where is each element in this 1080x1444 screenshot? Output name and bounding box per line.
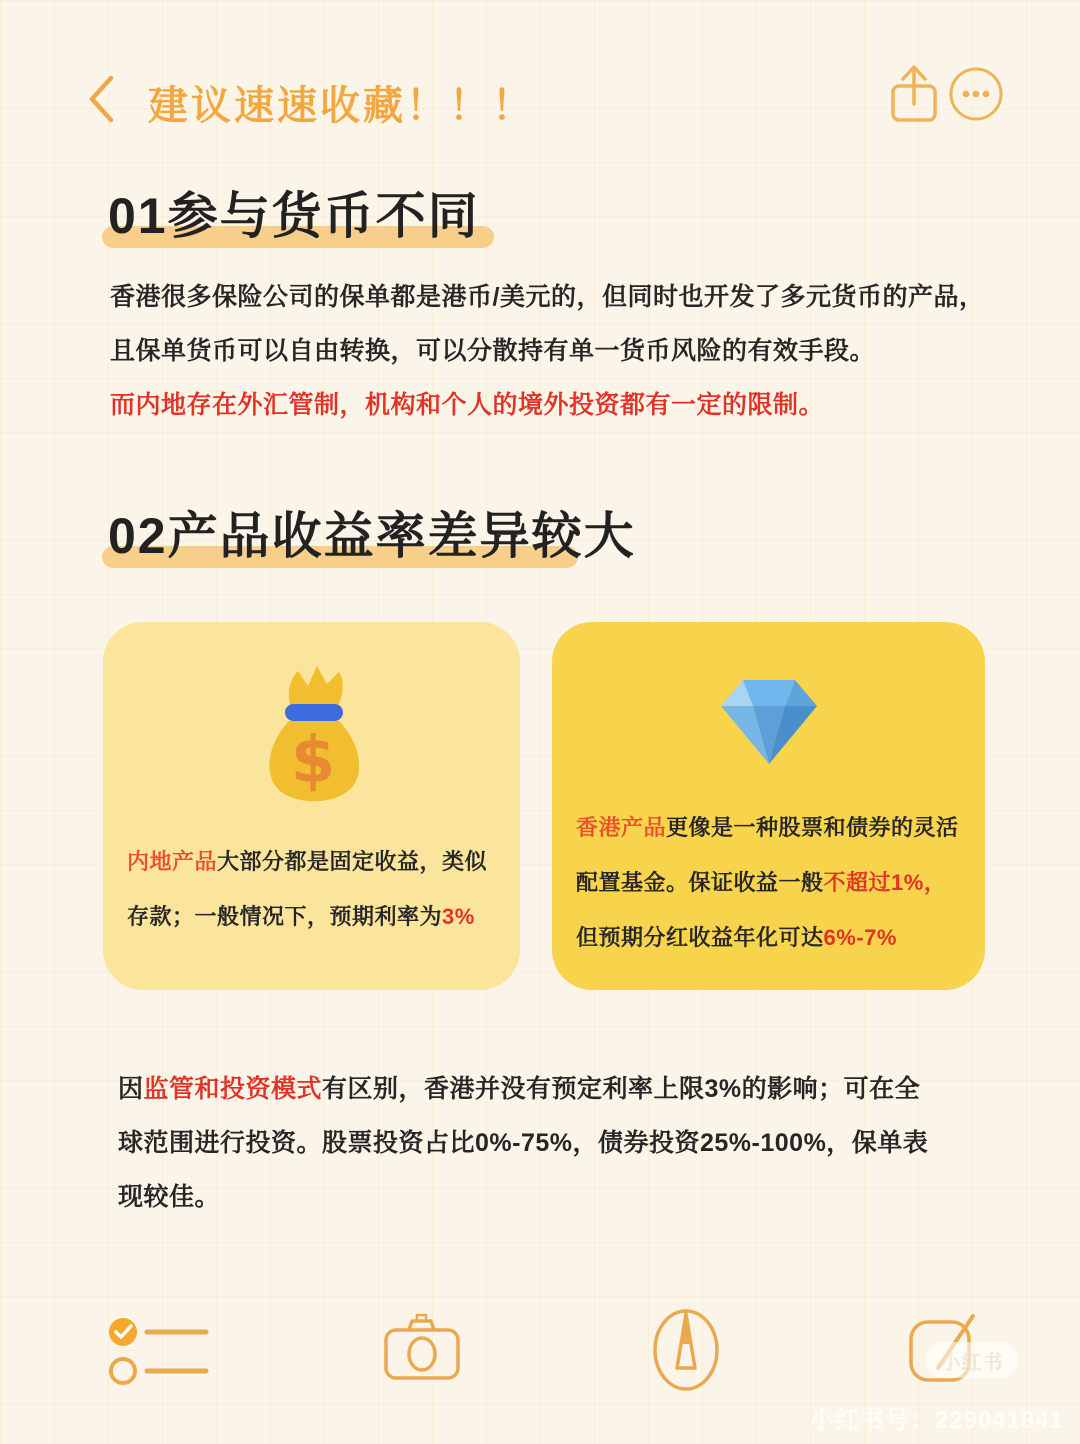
money-bag-icon	[255, 660, 370, 805]
page-title: 建议速速收藏！！！	[148, 84, 535, 128]
diamond-icon	[709, 670, 829, 770]
more-button[interactable]	[948, 66, 1004, 122]
section-1-paragraph	[110, 270, 1010, 432]
share-icon	[884, 62, 940, 124]
checklist-icon	[106, 1316, 210, 1386]
paragraph-line-red: 而内地存在外汇管制，机构和个人的境外投资都有一定的限制。	[110, 391, 825, 419]
pen-oval-icon	[650, 1306, 722, 1392]
brand-watermark: 小红书	[926, 1342, 1018, 1378]
mainland-product-card	[103, 622, 520, 990]
hongkong-card-text: 香港产品更像是一种股票和债券的灵活配置基金。保证收益一般不超过1%，但预期分红收益年化可达6%-7%	[576, 815, 959, 950]
share-button[interactable]	[884, 62, 940, 124]
back-button[interactable]	[85, 74, 117, 124]
checklist-button[interactable]	[106, 1316, 210, 1386]
user-id-watermark: 小红书号：229041841	[809, 1407, 1064, 1434]
camera-button[interactable]	[382, 1312, 462, 1384]
pen-tool-button[interactable]	[650, 1306, 722, 1392]
mainland-card-text: 内地产品大部分都是固定收益，类似存款；一般情况下，预期利率为3%	[127, 849, 488, 929]
section-1-heading: 01参与货币不同	[108, 176, 480, 248]
paragraph-line: 且保单货币可以自由转换，可以分散持有单一货币风险的有效手段。	[110, 337, 876, 365]
svg-text:$: $	[290, 724, 336, 798]
section-2-heading: 02产品收益率差异较大	[108, 496, 636, 568]
back-chevron-icon	[85, 74, 117, 124]
paragraph-line: 香港很多保险公司的保单都是港币/美元的，但同时也开发了多元货币的产品，	[110, 283, 985, 311]
camera-icon	[382, 1312, 462, 1384]
summary-paragraph: 因监管和投资模式有区别，香港并没有预定利率上限3%的影响；可在全球范围进行投资。股票投资占比0%-75%，债券投资25%-100%，保单表现较佳。	[118, 1075, 929, 1211]
hongkong-product-card	[552, 622, 985, 990]
more-icon	[948, 66, 1004, 122]
